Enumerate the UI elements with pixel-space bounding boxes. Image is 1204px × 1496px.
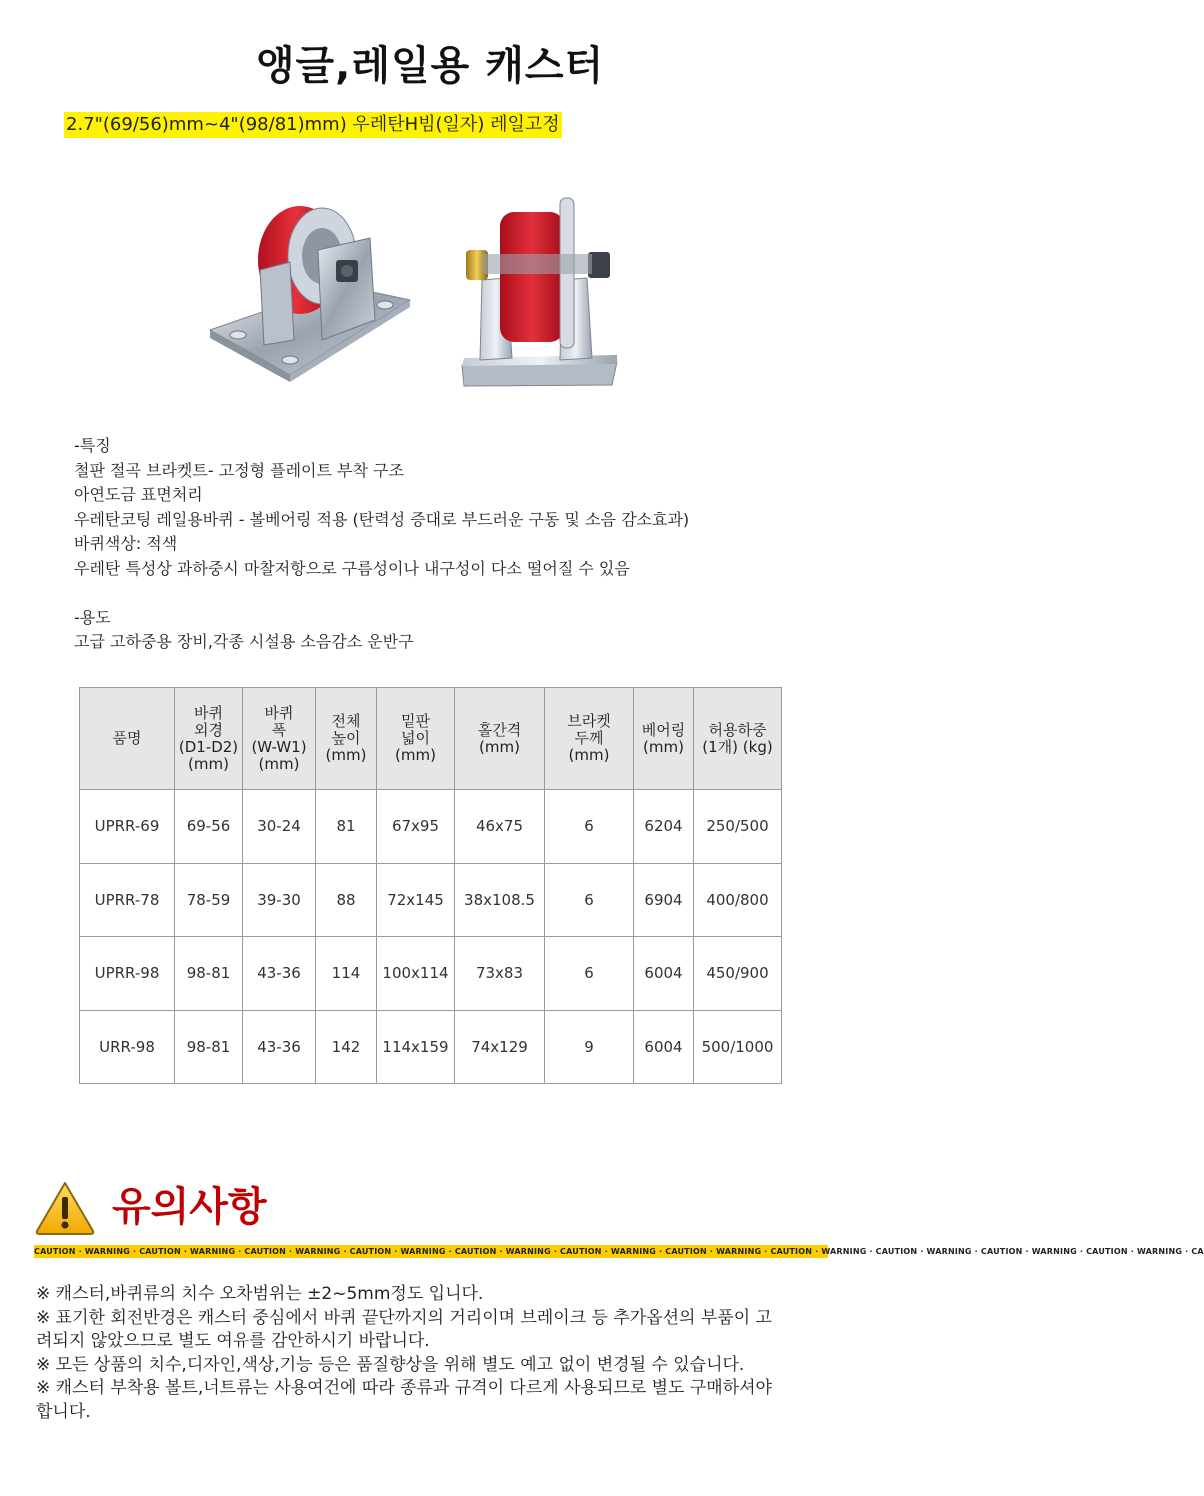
caution-tape: CAUTION · WARNING · CAUTION · WARNING · CAUTION · WARNING · CAUTION · WARNING · CAUTION · WARNING · CAUTION · WARNING · CAUTION · WARNING · CAUTION · WARNING · CAUTION · WARNING · CAUTION · WARNING · CAUTION · WARNING · CA — [34, 1247, 1204, 1256]
table-cell: 38x108.5 — [455, 863, 545, 937]
table-row — [80, 790, 782, 864]
note-line: ※ 표기한 회전반경은 캐스터 중심에서 바퀴 끝단까지의 거리이며 브레이크 등 추가옵션의 부품이 고 — [36, 1307, 772, 1328]
table-cell: 6 — [545, 863, 634, 937]
table-cell: 450/900 — [694, 937, 782, 1011]
header-text-line: 전체 — [331, 712, 361, 730]
table-row — [80, 1010, 782, 1084]
header-text-line: 베어링 — [641, 720, 686, 739]
table-header-row — [80, 688, 782, 790]
note-line: ※ 캐스터,바퀴류의 치수 오차범위는 ±2~5mm정도 입니다. — [36, 1284, 484, 1304]
header-text-line: 외경 — [194, 720, 223, 739]
header-text-line: 홀간격 — [477, 720, 522, 739]
notes-section — [36, 1283, 826, 1424]
table-cell: 6 — [545, 937, 634, 1011]
table-header-cell — [455, 688, 545, 790]
table-cell: 6 — [545, 790, 634, 864]
table-cell: 43-36 — [243, 1010, 316, 1084]
header-text-line: (mm) — [258, 754, 300, 773]
table-cell: 98-81 — [175, 937, 243, 1011]
header-text-line: (mm) — [188, 754, 229, 773]
spacer — [74, 581, 689, 606]
spec-table — [79, 687, 782, 1084]
feature-line: 철판 절곡 브라켓트- 고정형 플레이트 부착 구조 — [74, 460, 404, 480]
table-cell: 142 — [316, 1010, 377, 1084]
header-text-line: (mm) — [325, 746, 367, 764]
table-cell: 6004 — [634, 937, 694, 1011]
header-text-line: 품명 — [112, 729, 142, 747]
table-cell: 88 — [316, 863, 377, 937]
header-text-line: (1개) (kg) — [702, 737, 773, 756]
table-cell: 500/1000 — [694, 1010, 782, 1084]
header-text-line: 밑판 — [401, 712, 430, 730]
header-text-line: 두께 — [574, 729, 604, 747]
table-cell: 9 — [545, 1010, 634, 1084]
table-row — [80, 863, 782, 937]
note-line: 합니다. — [36, 1401, 91, 1422]
table-cell: 67x95 — [377, 790, 455, 864]
table-cell: 78-59 — [175, 863, 243, 937]
caster-photo-angled — [190, 190, 420, 400]
header-text-line: 높이 — [331, 729, 361, 747]
product-subtitle: 2.7"(69/56)mm~4"(98/81)mm) 우레탄H빔(일자) 레일고정 — [64, 112, 562, 138]
note-line: 려되지 않았으므로 별도 여유를 감안하시기 바랍니다. — [36, 1331, 430, 1351]
table-header-cell — [545, 688, 634, 790]
table-cell: 30-24 — [243, 790, 316, 864]
table-header-cell — [634, 688, 694, 790]
features-heading: -특징 — [74, 436, 111, 455]
header-text-line: (mm) — [479, 737, 520, 756]
table-cell: 100x114 — [377, 937, 455, 1011]
table-header-cell — [377, 688, 455, 790]
table-cell: 400/800 — [694, 863, 782, 937]
product-code-cell: UPRR-98 — [80, 937, 175, 1011]
caster-photo-front — [452, 190, 672, 400]
table-cell: 43-36 — [243, 937, 316, 1011]
table-body — [80, 790, 782, 1084]
usage-heading: -용도 — [74, 607, 111, 627]
table-cell: 6204 — [634, 790, 694, 864]
table-header-cell — [243, 688, 316, 790]
table-cell: 114 — [316, 937, 377, 1011]
note-line: ※ 모든 상품의 치수,디자인,색상,기능 등은 품질향상을 위해 별도 예고 없이 변경될 수 있습니다. — [36, 1354, 745, 1375]
table-cell: 81 — [316, 790, 377, 864]
table-cell: 74x129 — [455, 1010, 545, 1084]
header-text-line: 넓이 — [401, 729, 430, 747]
header-text-line: (mm) — [568, 746, 610, 764]
header-text-line: (mm) — [395, 746, 436, 764]
product-photos — [190, 190, 670, 420]
table-cell: 72x145 — [377, 863, 455, 937]
usage-line: 고급 고하중용 장비,각종 시설용 소음감소 운반구 — [74, 632, 414, 651]
table-cell: 39-30 — [243, 863, 316, 937]
table-cell: 69-56 — [175, 790, 243, 864]
table-cell: 114x159 — [377, 1010, 455, 1084]
feature-line: 우레탄코팅 레일용바퀴 - 볼베어링 적용 (탄력성 증대로 부드러운 구동 및 소음 감소효과) — [74, 509, 690, 529]
table-cell: 250/500 — [694, 790, 782, 864]
note-line: ※ 캐스터 부착용 볼트,너트류는 사용여건에 따라 종류과 규격이 다르게 사용되므로 별도 구매하셔야 — [36, 1378, 772, 1398]
feature-line: 바퀴색상: 적색 — [74, 534, 178, 553]
product-code-cell: UPRR-69 — [80, 790, 175, 864]
product-code-cell: UPRR-78 — [80, 863, 175, 937]
table-cell: 6904 — [634, 863, 694, 937]
header-text-line: 바퀴 — [194, 703, 223, 722]
table-cell: 6004 — [634, 1010, 694, 1084]
table-header-cell — [175, 688, 243, 790]
table-cell: 73x83 — [455, 937, 545, 1011]
header-text-line: 허용하중 — [708, 720, 767, 739]
feature-line: 우레탄 특성상 과하중시 마찰저항으로 구름성이나 내구성이 다소 떨어질 수 있음 — [74, 558, 630, 578]
table-header-cell — [316, 688, 377, 790]
product-code-cell: URR-98 — [80, 1010, 175, 1084]
warning-title: 유의사항 — [112, 1184, 267, 1230]
table-row — [80, 937, 782, 1011]
warning-triangle-icon — [34, 1180, 96, 1236]
header-text-line: (W-W1) — [251, 737, 307, 756]
table-header-cell — [694, 688, 782, 790]
header-text-line: (D1-D2) — [178, 737, 239, 756]
header-text-line: 바퀴 — [264, 703, 294, 722]
table-cell: 98-81 — [175, 1010, 243, 1084]
feature-line: 아연도금 표면처리 — [74, 485, 203, 504]
page-title: 앵글,레일용 캐스터 — [255, 43, 605, 89]
table-cell: 46x75 — [455, 790, 545, 864]
header-text-line: (mm) — [643, 737, 684, 756]
header-text-line: 폭 — [271, 720, 287, 739]
header-text-line: 브라켓 — [567, 712, 611, 730]
features-section — [74, 434, 689, 655]
table-header-cell — [80, 688, 175, 790]
